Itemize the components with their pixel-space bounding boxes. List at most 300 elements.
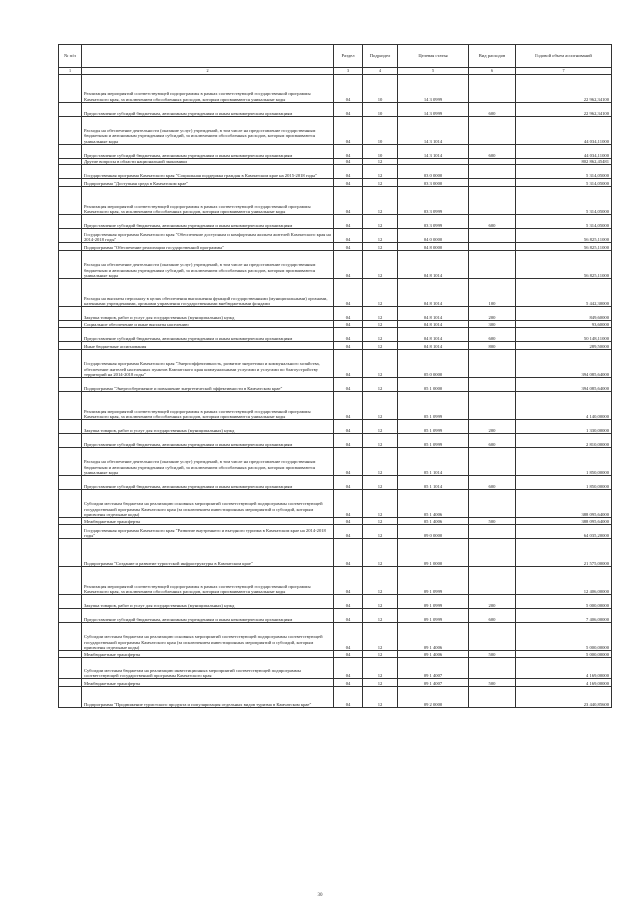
row-expense-type-cell	[469, 243, 516, 251]
row-number-cell	[59, 179, 82, 187]
row-target-article-cell: 09 0 0000	[398, 525, 469, 539]
row-target-article-cell: 14 3 0999	[398, 75, 469, 103]
row-podrazdel-cell: 12	[363, 321, 398, 328]
row-expense-type-cell	[469, 525, 516, 539]
row-podrazdel-cell: 12	[363, 539, 398, 567]
row-podrazdel-cell: 12	[363, 609, 398, 623]
row-amount-cell: 7 406,00000	[516, 609, 612, 623]
table-row	[59, 215, 612, 229]
row-number-cell	[59, 595, 82, 609]
row-number-cell	[59, 434, 82, 448]
row-razdel-cell: 04	[334, 476, 363, 490]
row-podrazdel-cell: 12	[363, 378, 398, 392]
table-row	[59, 243, 612, 251]
row-name-cell: Закупка товаров, работ и услуг для государственных (муниципальных) нужд	[82, 307, 334, 321]
row-target-article-cell: 09 1 0000	[398, 539, 469, 567]
row-name-cell: Межбюджетные трансферты	[82, 518, 334, 525]
row-number-cell	[59, 567, 82, 595]
table-row	[59, 350, 612, 378]
row-name-cell: Предоставление субсидий бюджетным, автономным учреждениям и иным некоммерческим организациям	[82, 609, 334, 623]
row-razdel-cell: 04	[334, 679, 363, 687]
row-target-article-cell: 14 3 0999	[398, 103, 469, 117]
row-podrazdel-cell: 12	[363, 518, 398, 525]
row-podrazdel-cell: 10	[363, 103, 398, 117]
row-razdel-cell: 04	[334, 145, 363, 159]
budget-document	[58, 44, 611, 708]
row-razdel-cell: 04	[334, 539, 363, 567]
row-podrazdel-cell: 12	[363, 215, 398, 229]
row-razdel-cell: 04	[334, 103, 363, 117]
row-amount-cell: 56 825,11000	[516, 251, 612, 279]
row-target-article-cell: 09 1 0999	[398, 609, 469, 623]
row-number-cell	[59, 518, 82, 525]
table-row	[59, 490, 612, 518]
row-podrazdel-cell: 12	[363, 595, 398, 609]
row-name-cell: Предоставление субсидий бюджетным, автономным учреждениям и иным некоммерческим организациям	[82, 215, 334, 229]
row-expense-type-cell: 600	[469, 145, 516, 159]
row-name-cell: Расходы на выплаты персоналу в целях обеспечения выполнения функций государственными (муниципальными) органами, казенными учреждениями, органами управления государственными внебюджетными фондами	[82, 279, 334, 307]
table-row	[59, 518, 612, 525]
row-target-article-cell: 04 8 1014	[398, 279, 469, 307]
table-row	[59, 687, 612, 708]
table-row	[59, 476, 612, 490]
row-name-cell: Межбюджетные трансферты	[82, 651, 334, 658]
row-expense-type-cell	[469, 251, 516, 279]
row-name-cell: Расходы на обеспечение деятельности (оказание услуг) учреждений, в том числе на предоставление государственным бюджетным и автономным учреждениям субсидий, за исключением обособленных расходов, которым присваиваются уникальные коды	[82, 251, 334, 279]
table-row	[59, 679, 612, 687]
row-target-article-cell: 05 1 4006	[398, 518, 469, 525]
row-expense-type-cell: 600	[469, 215, 516, 229]
row-name-cell: Подпрограмма "Доступная среда в Камчатском крае"	[82, 179, 334, 187]
row-amount-cell: 4 169,00000	[516, 679, 612, 687]
row-podrazdel-cell: 12	[363, 525, 398, 539]
row-razdel-cell: 04	[334, 687, 363, 708]
row-expense-type-cell	[469, 539, 516, 567]
header-name	[82, 45, 334, 68]
row-podrazdel-cell: 12	[363, 251, 398, 279]
row-amount-cell: 5 314,05000	[516, 165, 612, 179]
row-amount-cell: 56 825,11000	[516, 229, 612, 243]
row-amount-cell: 388 095,64000	[516, 490, 612, 518]
row-podrazdel-cell: 12	[363, 476, 398, 490]
row-amount-cell: 2 810,00000	[516, 434, 612, 448]
row-name-cell: Государственная программа Камчатского края "Социальная поддержка граждан в Камчатском крае на 2015-2018 годы"	[82, 165, 334, 179]
row-target-article-cell: 09 1 4006	[398, 651, 469, 658]
row-name-cell: Предоставление субсидий бюджетным, автономным учреждениям и иным некоммерческим организациям	[82, 328, 334, 342]
row-razdel-cell: 04	[334, 279, 363, 307]
header-razdel: Раздел	[334, 45, 363, 68]
row-podrazdel-cell: 12	[363, 159, 398, 165]
row-razdel-cell: 04	[334, 595, 363, 609]
row-number-cell	[59, 651, 82, 658]
row-expense-type-cell: 600	[469, 609, 516, 623]
table-row	[59, 448, 612, 476]
row-number-cell	[59, 251, 82, 279]
header-expense-type: Вид расходов	[469, 45, 516, 68]
row-target-article-cell: 09 1 0999	[398, 595, 469, 609]
row-expense-type-cell	[469, 187, 516, 215]
row-name-cell: Социальное обеспечение и иные выплаты населению	[82, 321, 334, 328]
row-number-cell	[59, 75, 82, 103]
row-name-cell: Закупка товаров, работ и услуг для государственных (муниципальных) нужд	[82, 595, 334, 609]
row-amount-cell: 1 330,00000	[516, 420, 612, 434]
row-target-article-cell: 09 2 0000	[398, 687, 469, 708]
row-target-article-cell: 04 8 1014	[398, 342, 469, 350]
row-number-cell	[59, 321, 82, 328]
row-amount-cell: 50 148,11000	[516, 328, 612, 342]
row-podrazdel-cell: 12	[363, 490, 398, 518]
header-annual-amount: Годовой объем ассигнований	[516, 45, 612, 68]
row-number-cell	[59, 350, 82, 378]
row-expense-type-cell: 200	[469, 595, 516, 609]
header-target-article: Целевая статья	[398, 45, 469, 68]
row-name-cell: Государственная программа Камчатского края "Энергоэффективность, развитие энергетики и коммунального хозяйства, обеспечение жителей населенных пунктов Камчатского края коммунальными услугами и услугами по благоустройству территорий на 2014-2018 годы"	[82, 350, 334, 378]
row-expense-type-cell: 600	[469, 103, 516, 117]
row-amount-cell: 394 085,64000	[516, 378, 612, 392]
table-row	[59, 321, 612, 328]
col-number: 1	[59, 68, 82, 75]
row-amount-cell: 5 314,05000	[516, 215, 612, 229]
row-name-cell: Реализация мероприятий соответствующей подпрограммы в рамках соответствующей государственной программы Камчатского края, за исключением обособленных расходов, которым присваиваются уникальные коды	[82, 75, 334, 103]
row-number-cell	[59, 658, 82, 679]
header-num: № п/п	[59, 45, 82, 68]
row-target-article-cell: 14 3 1014	[398, 117, 469, 145]
row-target-article-cell: 05 1 0999	[398, 420, 469, 434]
row-razdel-cell: 04	[334, 187, 363, 215]
row-amount-cell: 289,50000	[516, 342, 612, 350]
row-target-article-cell: 03 0 0000	[398, 165, 469, 179]
col-number: 5	[398, 68, 469, 75]
row-number-cell	[59, 623, 82, 651]
table-body	[59, 75, 612, 708]
row-podrazdel-cell: 12	[363, 179, 398, 187]
row-expense-type-cell	[469, 567, 516, 595]
row-expense-type-cell	[469, 117, 516, 145]
row-amount-cell: 4 140,00000	[516, 392, 612, 420]
row-expense-type-cell	[469, 687, 516, 708]
row-podrazdel-cell: 12	[363, 307, 398, 321]
row-name-cell: Подпрограмма "Обеспечение реализации государственной программы"	[82, 243, 334, 251]
row-target-article-cell: 03 3 0999	[398, 187, 469, 215]
row-amount-cell: 5 000,00000	[516, 623, 612, 651]
budget-table	[58, 44, 612, 708]
row-podrazdel-cell: 10	[363, 75, 398, 103]
row-expense-type-cell: 200	[469, 307, 516, 321]
row-razdel-cell: 04	[334, 75, 363, 103]
table-row	[59, 651, 612, 658]
row-number-cell	[59, 420, 82, 434]
header-podrazdel: Подраздел	[363, 45, 398, 68]
row-target-article-cell: 05 1 4006	[398, 490, 469, 518]
table-row	[59, 328, 612, 342]
row-podrazdel-cell: 10	[363, 117, 398, 145]
row-amount-cell: 1 850,00000	[516, 476, 612, 490]
row-name-cell: Предоставление субсидий бюджетным, автономным учреждениям и иным некоммерческим организациям	[82, 434, 334, 448]
page-number: 30	[317, 893, 323, 898]
row-number-cell	[59, 307, 82, 321]
row-podrazdel-cell: 12	[363, 567, 398, 595]
row-target-article-cell: 05 1 1014	[398, 476, 469, 490]
table-row	[59, 307, 612, 321]
row-razdel-cell: 04	[334, 609, 363, 623]
row-amount-cell: 22 962,34100	[516, 75, 612, 103]
row-amount-cell: 44 034,11000	[516, 145, 612, 159]
row-podrazdel-cell: 12	[363, 623, 398, 651]
row-podrazdel-cell: 12	[363, 165, 398, 179]
table-row	[59, 117, 612, 145]
row-razdel-cell: 04	[334, 350, 363, 378]
row-podrazdel-cell: 12	[363, 328, 398, 342]
table-row	[59, 279, 612, 307]
row-razdel-cell: 04	[334, 165, 363, 179]
row-expense-type-cell: 500	[469, 651, 516, 658]
table-row	[59, 567, 612, 595]
row-expense-type-cell: 300	[469, 321, 516, 328]
row-podrazdel-cell: 12	[363, 651, 398, 658]
row-amount-cell: 64 035,20000	[516, 525, 612, 539]
row-podrazdel-cell: 12	[363, 434, 398, 448]
row-name-cell: Реализация мероприятий соответствующей подпрограммы в рамках соответствующей государственной программы Камчатского края, за исключением обособленных расходов, которым присваиваются уникальные коды	[82, 567, 334, 595]
row-amount-cell: 5 000,00000	[516, 595, 612, 609]
row-amount-cell: 93,60000	[516, 321, 612, 328]
table-row	[59, 342, 612, 350]
table-row	[59, 434, 612, 448]
row-expense-type-cell: 600	[469, 476, 516, 490]
row-target-article-cell: 04 8 1014	[398, 251, 469, 279]
row-razdel-cell: 04	[334, 490, 363, 518]
row-expense-type-cell	[469, 378, 516, 392]
table-row	[59, 378, 612, 392]
row-razdel-cell: 04	[334, 179, 363, 187]
row-target-article-cell: 09 1 0999	[398, 567, 469, 595]
row-number-cell	[59, 378, 82, 392]
row-podrazdel-cell: 12	[363, 679, 398, 687]
row-number-cell	[59, 243, 82, 251]
row-name-cell: Подпрограмма "Создание и развитие туристской инфраструктуры в Камчатском крае"	[82, 539, 334, 567]
row-podrazdel-cell: 12	[363, 187, 398, 215]
table-row	[59, 392, 612, 420]
row-name-cell: Закупка товаров, работ и услуг для государственных (муниципальных) нужд	[82, 420, 334, 434]
row-number-cell	[59, 117, 82, 145]
row-expense-type-cell	[469, 179, 516, 187]
row-number-cell	[59, 165, 82, 179]
row-amount-cell: 56 825,11000	[516, 243, 612, 251]
row-razdel-cell: 04	[334, 307, 363, 321]
row-amount-cell: 5 442,30000	[516, 279, 612, 307]
row-number-cell	[59, 342, 82, 350]
row-number-cell	[59, 279, 82, 307]
row-expense-type-cell: 800	[469, 342, 516, 350]
row-razdel-cell: 04	[334, 623, 363, 651]
row-expense-type-cell: 500	[469, 679, 516, 687]
row-razdel-cell: 04	[334, 518, 363, 525]
row-razdel-cell: 04	[334, 434, 363, 448]
row-name-cell: Другие вопросы в области национальной экономики	[82, 159, 334, 165]
row-name-cell: Подпрограмма "Энергосбережение и повышение энергетической эффективности в Камчатском крае"	[82, 378, 334, 392]
row-expense-type-cell	[469, 448, 516, 476]
row-expense-type-cell: 500	[469, 518, 516, 525]
row-target-article-cell: 04 8 1014	[398, 328, 469, 342]
row-amount-cell: 388 095,64000	[516, 518, 612, 525]
table-row	[59, 623, 612, 651]
row-podrazdel-cell: 12	[363, 392, 398, 420]
row-amount-cell: 23 440,85600	[516, 687, 612, 708]
row-expense-type-cell: 600	[469, 434, 516, 448]
row-number-cell	[59, 525, 82, 539]
row-number-cell	[59, 687, 82, 708]
row-amount-cell: 5 314,05000	[516, 187, 612, 215]
col-number: 4	[363, 68, 398, 75]
row-razdel-cell: 04	[334, 651, 363, 658]
row-amount-cell: 5 000,00000	[516, 651, 612, 658]
row-name-cell: Субсидии местным бюджетам на реализацию основных мероприятий соответствующей подпрограммы соответствующей государственной программы Камчатского края (за исключением инвестиционных мероприятий и субсидий, которым присвоены отдельные коды)	[82, 623, 334, 651]
row-target-article-cell: 04 8 1014	[398, 307, 469, 321]
row-name-cell: Государственная программа Камчатского края "Обеспечение доступным и комфортным жильем жителей Камчатского края на 2014-2018 годы"	[82, 229, 334, 243]
row-name-cell: Предоставление субсидий бюджетным, автономным учреждениям и иным некоммерческим организациям	[82, 145, 334, 159]
row-amount-cell: 4 169,00000	[516, 658, 612, 679]
row-target-article-cell: 04 8 0000	[398, 243, 469, 251]
row-razdel-cell: 04	[334, 251, 363, 279]
row-name-cell: Реализация мероприятий соответствующей подпрограммы в рамках соответствующей государственной программы Камчатского края, за исключением обособленных расходов, которым присваиваются уникальные коды	[82, 392, 334, 420]
row-target-article-cell: 05 0 0000	[398, 350, 469, 378]
row-number-cell	[59, 392, 82, 420]
table-row	[59, 525, 612, 539]
row-razdel-cell: 04	[334, 243, 363, 251]
row-expense-type-cell	[469, 658, 516, 679]
row-number-cell	[59, 448, 82, 476]
table-header-row	[59, 45, 612, 68]
row-number-cell	[59, 145, 82, 159]
row-number-cell	[59, 476, 82, 490]
row-amount-cell: 394 085,64000	[516, 350, 612, 378]
row-expense-type-cell: 200	[469, 420, 516, 434]
row-name-cell: Межбюджетные трансферты	[82, 679, 334, 687]
table-row	[59, 658, 612, 679]
row-razdel-cell: 04	[334, 328, 363, 342]
row-number-cell	[59, 609, 82, 623]
row-name-cell: Расходы на обеспечение деятельности (оказание услуг) учреждений, в том числе на предоставление государственным бюджетным и автономным учреждениям субсидий, за исключением обособленных расходов, которым присваиваются уникальные коды	[82, 117, 334, 145]
row-target-article-cell: 05 1 1014	[398, 448, 469, 476]
row-expense-type-cell	[469, 229, 516, 243]
col-number: 3	[334, 68, 363, 75]
row-razdel-cell: 04	[334, 215, 363, 229]
row-number-cell	[59, 328, 82, 342]
row-razdel-cell: 04	[334, 229, 363, 243]
row-razdel-cell: 04	[334, 567, 363, 595]
row-podrazdel-cell: 12	[363, 229, 398, 243]
row-name-cell: Расходы на обеспечение деятельности (оказание услуг) учреждений, в том числе на предоставление государственным бюджетным и автономным учреждениям субсидий, за исключением обособленных расходов, которым присваиваются уникальные коды	[82, 448, 334, 476]
table-row	[59, 539, 612, 567]
table-row	[59, 251, 612, 279]
row-expense-type-cell: 600	[469, 328, 516, 342]
row-podrazdel-cell: 12	[363, 658, 398, 679]
table-row	[59, 145, 612, 159]
column-number-row	[59, 68, 612, 75]
row-amount-cell: 44 034,11000	[516, 117, 612, 145]
row-podrazdel-cell: 12	[363, 420, 398, 434]
row-podrazdel-cell: 10	[363, 145, 398, 159]
row-razdel-cell: 04	[334, 658, 363, 679]
row-number-cell	[59, 187, 82, 215]
table-row	[59, 229, 612, 243]
row-name-cell: Иные бюджетные ассигнования	[82, 342, 334, 350]
row-name-cell: Реализация мероприятий соответствующей подпрограммы в рамках соответствующей государственной программы Камчатского края, за исключением обособленных расходов, которым присваиваются уникальные коды	[82, 187, 334, 215]
row-target-article-cell: 05 1 0000	[398, 378, 469, 392]
row-expense-type-cell	[469, 490, 516, 518]
row-expense-type-cell	[469, 623, 516, 651]
row-name-cell: Предоставление субсидий бюджетным, автономным учреждениям и иным некоммерческим организациям	[82, 476, 334, 490]
row-amount-cell: 849,60000	[516, 307, 612, 321]
row-expense-type-cell	[469, 350, 516, 378]
row-name-cell: Подпрограмма "Продвижение туристского продукта и популяризация отдельных видов туризма в Камчатском крае"	[82, 687, 334, 708]
table-row	[59, 595, 612, 609]
row-target-article-cell: 09 1 4007	[398, 679, 469, 687]
row-name-cell: Государственная программа Камчатского края "Развитие внутреннего и въездного туризма в Камчатском крае на 2014-2018 годы"	[82, 525, 334, 539]
row-target-article-cell: 09 1 4006	[398, 623, 469, 651]
col-number: 6	[469, 68, 516, 75]
row-razdel-cell: 04	[334, 321, 363, 328]
row-amount-cell: 1 850,00000	[516, 448, 612, 476]
col-number: 7	[516, 68, 612, 75]
row-amount-cell: 12 406,00000	[516, 567, 612, 595]
table-row	[59, 187, 612, 215]
row-amount-cell: 802 862,45481	[516, 159, 612, 165]
row-podrazdel-cell: 12	[363, 243, 398, 251]
row-target-article-cell: 04 8 1014	[398, 321, 469, 328]
row-number-cell	[59, 229, 82, 243]
row-razdel-cell: 04	[334, 117, 363, 145]
table-row	[59, 75, 612, 103]
row-number-cell	[59, 490, 82, 518]
row-podrazdel-cell: 12	[363, 448, 398, 476]
row-name-cell: Предоставление субсидий бюджетным, автономным учреждениям и иным некоммерческим организациям	[82, 103, 334, 117]
row-target-article-cell: 05 1 0999	[398, 434, 469, 448]
col-number: 2	[82, 68, 334, 75]
row-razdel-cell: 04	[334, 159, 363, 165]
row-target-article-cell: 03 3 0000	[398, 179, 469, 187]
row-razdel-cell: 04	[334, 525, 363, 539]
row-target-article-cell: 14 3 1014	[398, 145, 469, 159]
table-row	[59, 179, 612, 187]
row-razdel-cell: 04	[334, 420, 363, 434]
table-row	[59, 103, 612, 117]
row-number-cell	[59, 679, 82, 687]
row-razdel-cell: 04	[334, 392, 363, 420]
row-podrazdel-cell: 12	[363, 279, 398, 307]
row-target-article-cell: 05 1 0999	[398, 392, 469, 420]
table-row	[59, 420, 612, 434]
row-target-article-cell: 03 3 0999	[398, 215, 469, 229]
row-target-article-cell: 04 0 0000	[398, 229, 469, 243]
table-row	[59, 609, 612, 623]
row-number-cell	[59, 539, 82, 567]
row-expense-type-cell	[469, 75, 516, 103]
row-podrazdel-cell: 12	[363, 687, 398, 708]
row-name-cell: Субсидии местным бюджетам на реализацию инвестиционных мероприятий соответствующей подпрограммы соответствующей государственной программы Камчатского края	[82, 658, 334, 679]
row-amount-cell: 21 575,00000	[516, 539, 612, 567]
row-number-cell	[59, 215, 82, 229]
row-target-article-cell: 09 1 4007	[398, 658, 469, 679]
row-name-cell: Субсидии местным бюджетам на реализацию основных мероприятий соответствующей подпрограммы соответствующей государственной программы Камчатского края (за исключением инвестиционных мероприятий и субсидий, которым присвоены отдельные коды)	[82, 490, 334, 518]
row-podrazdel-cell: 12	[363, 350, 398, 378]
row-razdel-cell: 04	[334, 378, 363, 392]
row-razdel-cell: 04	[334, 342, 363, 350]
table-row	[59, 165, 612, 179]
row-expense-type-cell	[469, 165, 516, 179]
row-expense-type-cell	[469, 392, 516, 420]
row-razdel-cell: 04	[334, 448, 363, 476]
row-amount-cell: 5 314,05000	[516, 179, 612, 187]
